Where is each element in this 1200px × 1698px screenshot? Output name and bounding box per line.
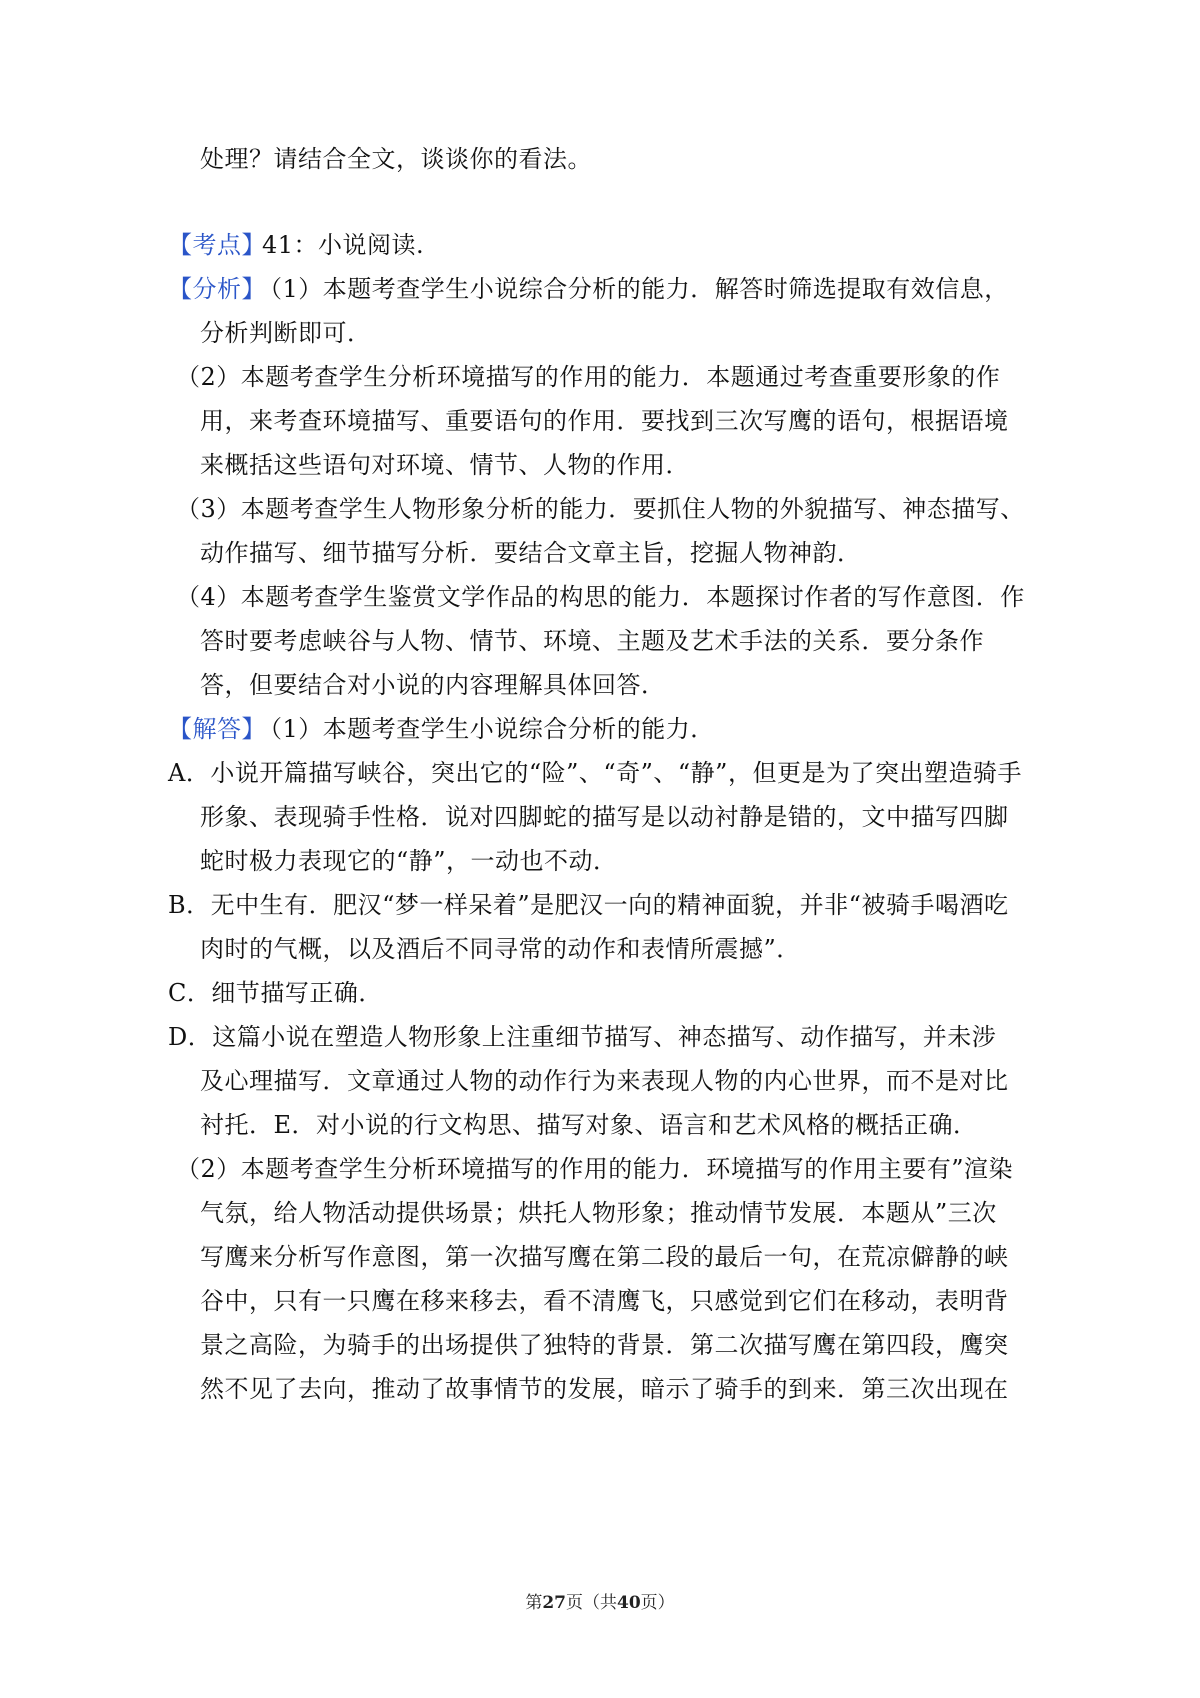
fenxi-tag: 【分析】	[168, 275, 266, 303]
document-page: 处理？请结合全文，谈谈你的看法。 【考点】 41：小说阅读. 【分析】 （1）本题考查学生小说综合分析的能力．解答时筛选提取有效信息， 分析判断即可． （2）本题考查学生分析环境描写的作用的能力．本题通过考查重要形象的作 用，来考查环境描写、重要语句的作用．要找到三次写鹰的语句，根据语境 来概括这些语句对环境、情节、人物的作用． （3）本题考查学生人物形象分析的能力．要抓住人物的外貌描写、神态描写、 动作描写、细节描写分析．要结合文章主旨，挖掘人物神韵． （4）本题考查学生鉴赏文学作品的构思的能力．本题探讨作者的写作意图．作 答时要考虑峡谷与人物、情节、环境、主题及艺术手法的关系．要分条作 答，但要结合对小说的内容理解具体回答． 【解答】 （1）本题考查学生小说综合分析的能力． A．小说开篇描写峡谷，突出它的“险”、“奇”、“静”，但更是为了突出塑造骑手 形象、表现骑手性格．说对四脚蛇的描写是以动衬静是错的，文中描写四脚 蛇时极力表现它的“静”，一动也不动． B．无中生有．肥汉“梦一样呆着”是肥汉一向的精神面貌，并非“被骑手喝酒吃 肉时的气概，以及酒后不同寻常的动作和表情所震撼”． C．细节描写正确． D．这篇小说在塑造人物形象上注重细节描写、神态描写、动作描写，并未涉 及心理描写．文章通过人物的动作行为来表现人物的内心世界，而不是对比 衬托．E．对小说的行文构思、描写对象、语言和艺术风格的概括正确． （2）本题考查学生分析环境描写的作用的能力．环境描写的作用主要有”渲染 气氛，给人物活动提供场景；烘托人物形象；推动情节发展．本题从”三次 写鹰来分析写作意图，第一次描写鹰在第二段的最后一句，在荒凉僻静的峡 谷中，只有一只鹰在移来移去，看不清鹰飞，只感觉到它们在移动，表明背 景之高险，为骑手的出场提供了独特的背景．第二次描写鹰在第四段，鹰突 然不见了去向，推动了故事情节的发展，暗示了骑手的到来．第三次出现在 第27页（共40页）	[0, 0, 1200, 1698]
kaodian-tag: 【考点】	[168, 231, 266, 259]
page-number: 27	[542, 1593, 566, 1613]
page-footer: 第27页（共40页）	[525, 1593, 675, 1613]
kaodian-text: 41：小说阅读.	[262, 231, 425, 259]
page-total: 40	[617, 1593, 641, 1613]
jieda-tag: 【解答】	[168, 715, 266, 743]
